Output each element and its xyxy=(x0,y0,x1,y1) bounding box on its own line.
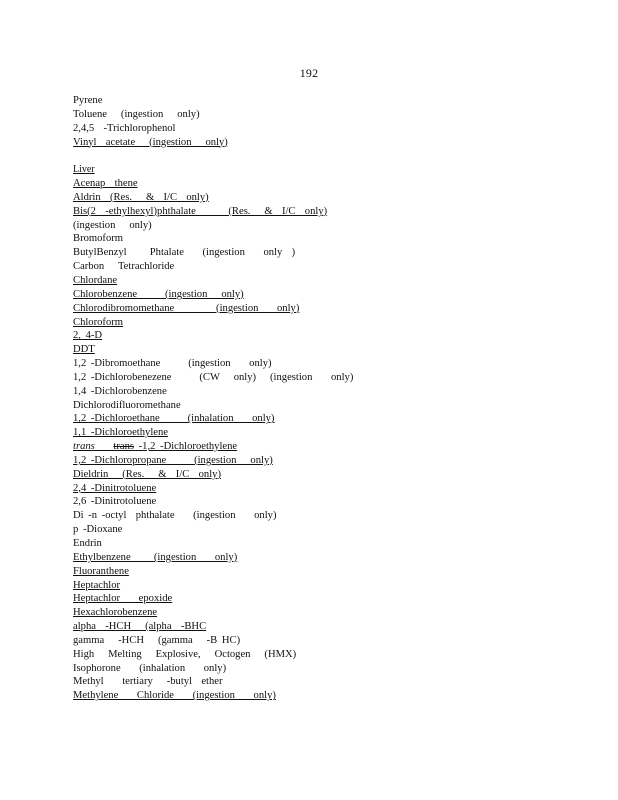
list-item: Hexachlorobenzene xyxy=(73,607,158,619)
list-item: Isophorone (inhalation only) xyxy=(73,662,227,674)
list-item: Dichlorodifluoromethane xyxy=(73,399,181,411)
list-item: 2,4,5 -Trichlorophenol xyxy=(73,122,176,134)
list-item: ButylBenzyl Phtalate (ingestion only ) xyxy=(73,247,296,259)
list-item: Chlordane xyxy=(73,274,118,286)
list-item: Endrin xyxy=(73,538,102,549)
list-item: Carbon Tetrachloride xyxy=(73,261,175,273)
list-item: Acenap thene xyxy=(73,178,138,190)
list-item: 2,6 -Dinitrotoluene xyxy=(73,496,157,508)
list-item: Methylene Chloride (ingestion only) xyxy=(73,690,276,702)
list-item: Bis(2 -ethylhexyl)phthalate (Res. & I/C only) xyxy=(73,205,328,217)
list-item: p -Dioxane xyxy=(73,524,123,536)
section-heading: Liver xyxy=(73,164,95,176)
list-item: Heptachlor xyxy=(73,579,121,591)
list-item: Fluoranthene xyxy=(73,565,129,577)
trans-struck: trans xyxy=(113,441,134,453)
list-item: 1,2 -Dichloroethane (inhalation only) xyxy=(73,413,275,425)
list-item: Chlorodibromomethane (ingestion only) xyxy=(73,302,300,314)
list-item: Toluene (ingestion only) xyxy=(73,108,200,120)
list-item: Aldrin (Res. & I/C only) xyxy=(73,191,209,203)
blank-line xyxy=(73,149,553,163)
list-item: DDT xyxy=(73,344,95,356)
list-item: Methyl tertiary -butyl ether xyxy=(73,676,223,688)
list-item: Chloroform xyxy=(73,316,124,328)
list-item: High Melting Explosive, Octogen (HMX) xyxy=(73,648,297,660)
list-item: 2, 4-D xyxy=(73,330,103,342)
list-item: Dieldrin (Res. & I/C only) xyxy=(73,468,221,480)
list-item: Vinyl acetate (ingestion only) xyxy=(73,136,228,148)
list-item: Ethylbenzene (ingestion only) xyxy=(73,551,238,563)
list-item: gamma -HCH (gamma -B HC) xyxy=(73,634,241,646)
list-item xyxy=(73,440,553,454)
list-item: (ingestion only) xyxy=(73,219,152,231)
list-item: 1,1 -Dichloroethylene xyxy=(73,427,168,439)
chemical-list xyxy=(73,94,553,703)
list-item: 1,2 -Dibromoethane (ingestion only) xyxy=(73,358,272,370)
list-item: Chlorobenzene (ingestion only) xyxy=(73,288,244,300)
list-item: 2,4 -Dinitrotoluene xyxy=(73,482,157,494)
list-item: 1,4 -Dichlorobenzene xyxy=(73,385,167,397)
trans-compound: -1,2 -Dichloroethylene xyxy=(138,441,238,453)
list-item: alpha -HCH (alpha -BHC xyxy=(73,621,207,633)
list-item: Heptachlor epoxide xyxy=(73,593,173,605)
list-item: Bromoform xyxy=(73,233,124,245)
page-number: 192 xyxy=(299,66,319,80)
list-item: 1,2 -Dichloropropane (ingestion only) xyxy=(73,454,273,466)
list-item: Di -n -octyl phthalate (ingestion only) xyxy=(73,510,277,522)
trans-prefix: trans xyxy=(73,441,95,453)
list-item: Pyrene xyxy=(73,95,103,106)
list-item: 1,2 -Dichlorobenezene (CW only) (ingestion only) xyxy=(73,371,354,383)
